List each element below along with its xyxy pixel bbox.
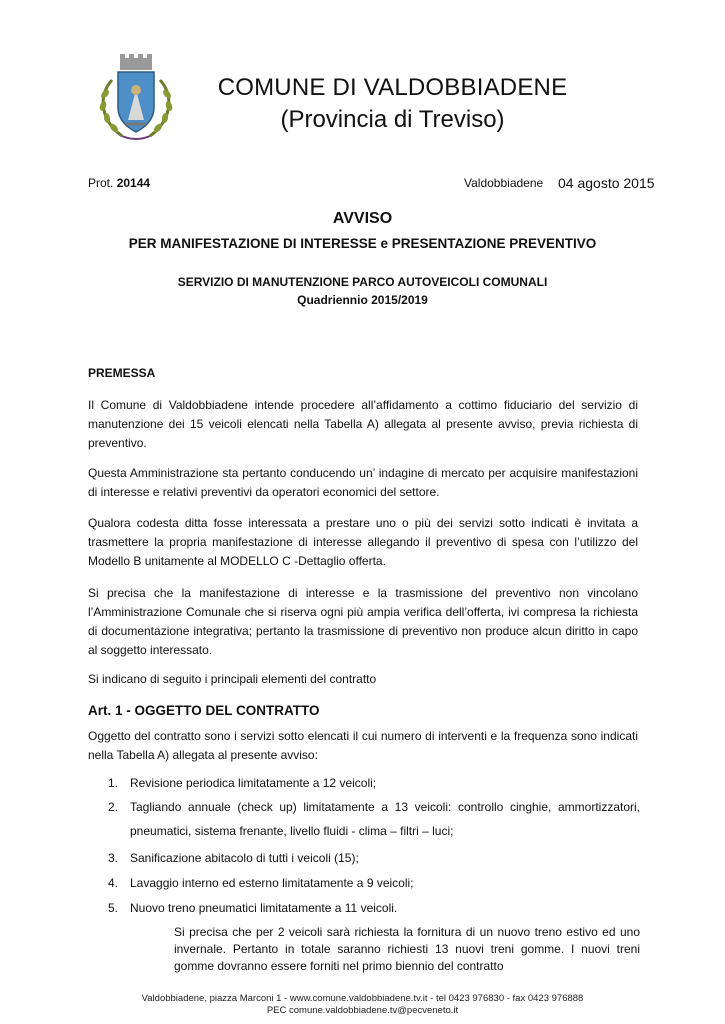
municipality-title: COMUNE DI VALDOBBIADENE <box>217 74 568 101</box>
article-1-title: Art. 1 - OGGETTO DEL CONTRATTO <box>88 703 320 718</box>
list-item-number: 3. <box>108 851 119 865</box>
premessa-paragraph-5: Si indicano di seguito i principali elementi del contratto <box>88 672 377 686</box>
premessa-paragraph-4: Si precisa che la manifestazione di interesse e la trasmissione del preventivo non vincolano l’Amministrazione Comunale che si riserva ogni più ampia verifica dell’offerta, ivi compresa la richiesta di documentazione integrativa; pertanto la trasmissione di preventivo non produce alcun diritto in capo al soggetto interessato. <box>88 586 638 657</box>
province-subtitle: (Provincia di Treviso) <box>280 106 505 133</box>
premessa-paragraph-2: Questa Amministrazione sta pertanto conducendo un’ indagine di mercato per acquisire manifestazioni di interesse e relativi preventivi da operatori economici del settore. <box>88 466 638 499</box>
protocol-line <box>88 176 150 190</box>
list-item: Nuovo treno pneumatici limitatamente a 11 veicoli. <box>130 901 398 915</box>
list-item-number: 4. <box>108 876 119 890</box>
list-item: Tagliando annuale (check up) limitatamente a 13 veicoli: controllo cinghie, ammortizzatori, pneumatici, sistema frenante, livello fluidi - clima – filtri – luci; <box>130 800 640 838</box>
list-item: Revisione periodica limitatamente a 12 veicoli; <box>130 776 377 790</box>
notice-subheading: PER MANIFESTAZIONE DI INTERESSE e PRESENTAZIONE PREVENTIVO <box>128 236 597 251</box>
premessa-heading: PREMESSA <box>88 366 156 380</box>
tyre-note: Si precisa che per 2 veicoli sarà richiesta la fornitura di un nuovo treno estivo ed uno invernale. Pertanto in totale saranno richiesti 13 nuovi treni gomme. I nuovi treni gomme dovranno essere forniti nel primo biennio del contratto <box>174 925 640 973</box>
list-item: Lavaggio interno ed esterno limitatamente a 9 veicoli; <box>130 876 414 890</box>
list-item: Sanificazione abitacolo di tutti i veicoli (15); <box>130 851 359 865</box>
footer-address: Valdobbiadene, piazza Marconi 1 - www.comune.valdobbiadene.tv.it - tel 0423 976830 - fax 0423 976888 <box>141 993 584 1004</box>
protocol-label: Prot. <box>88 176 114 190</box>
service-title: SERVIZIO DI MANUTENZIONE PARCO AUTOVEICOLI COMUNALI <box>177 275 548 289</box>
notice-heading: AVVISO <box>332 210 393 227</box>
article-1-intro: Oggetto del contratto sono i servizi sotto elencati il cui numero di interventi e la frequenza sono indicati nella Tabella A) allegata al presente avviso: <box>88 729 638 762</box>
list-item-number: 2. <box>108 800 119 814</box>
document-date: 04 agosto 2015 <box>558 175 655 191</box>
list-item-number: 5. <box>108 901 119 915</box>
protocol-number: 20144 <box>116 176 151 190</box>
premessa-paragraph-3: Qualora codesta ditta fosse interessata a prestare uno o più dei servizi sotto indicati è invitata a trasmettere la propria manifestazione di interesse allegando il preventivo di spesa con l’utilizzo del Modello B unitamente al MODELLO C -Dettaglio offerta. <box>88 516 638 568</box>
list-item-number: 1. <box>108 776 119 790</box>
premessa-paragraph-1: Il Comune di Valdobbiadene intende procedere all’affidamento a cottimo fiduciario del servizio di manutenzione dei 15 veicoli elencati nella Tabella A) allegata al presente avviso, previa richiesta di preventivo. <box>88 398 638 450</box>
place-label: Valdobbiadene <box>464 176 544 190</box>
service-period: Quadriennio 2015/2019 <box>297 293 428 307</box>
footer-pec: PEC comune.valdobbiadene.tv@pecveneto.it <box>266 1005 459 1016</box>
